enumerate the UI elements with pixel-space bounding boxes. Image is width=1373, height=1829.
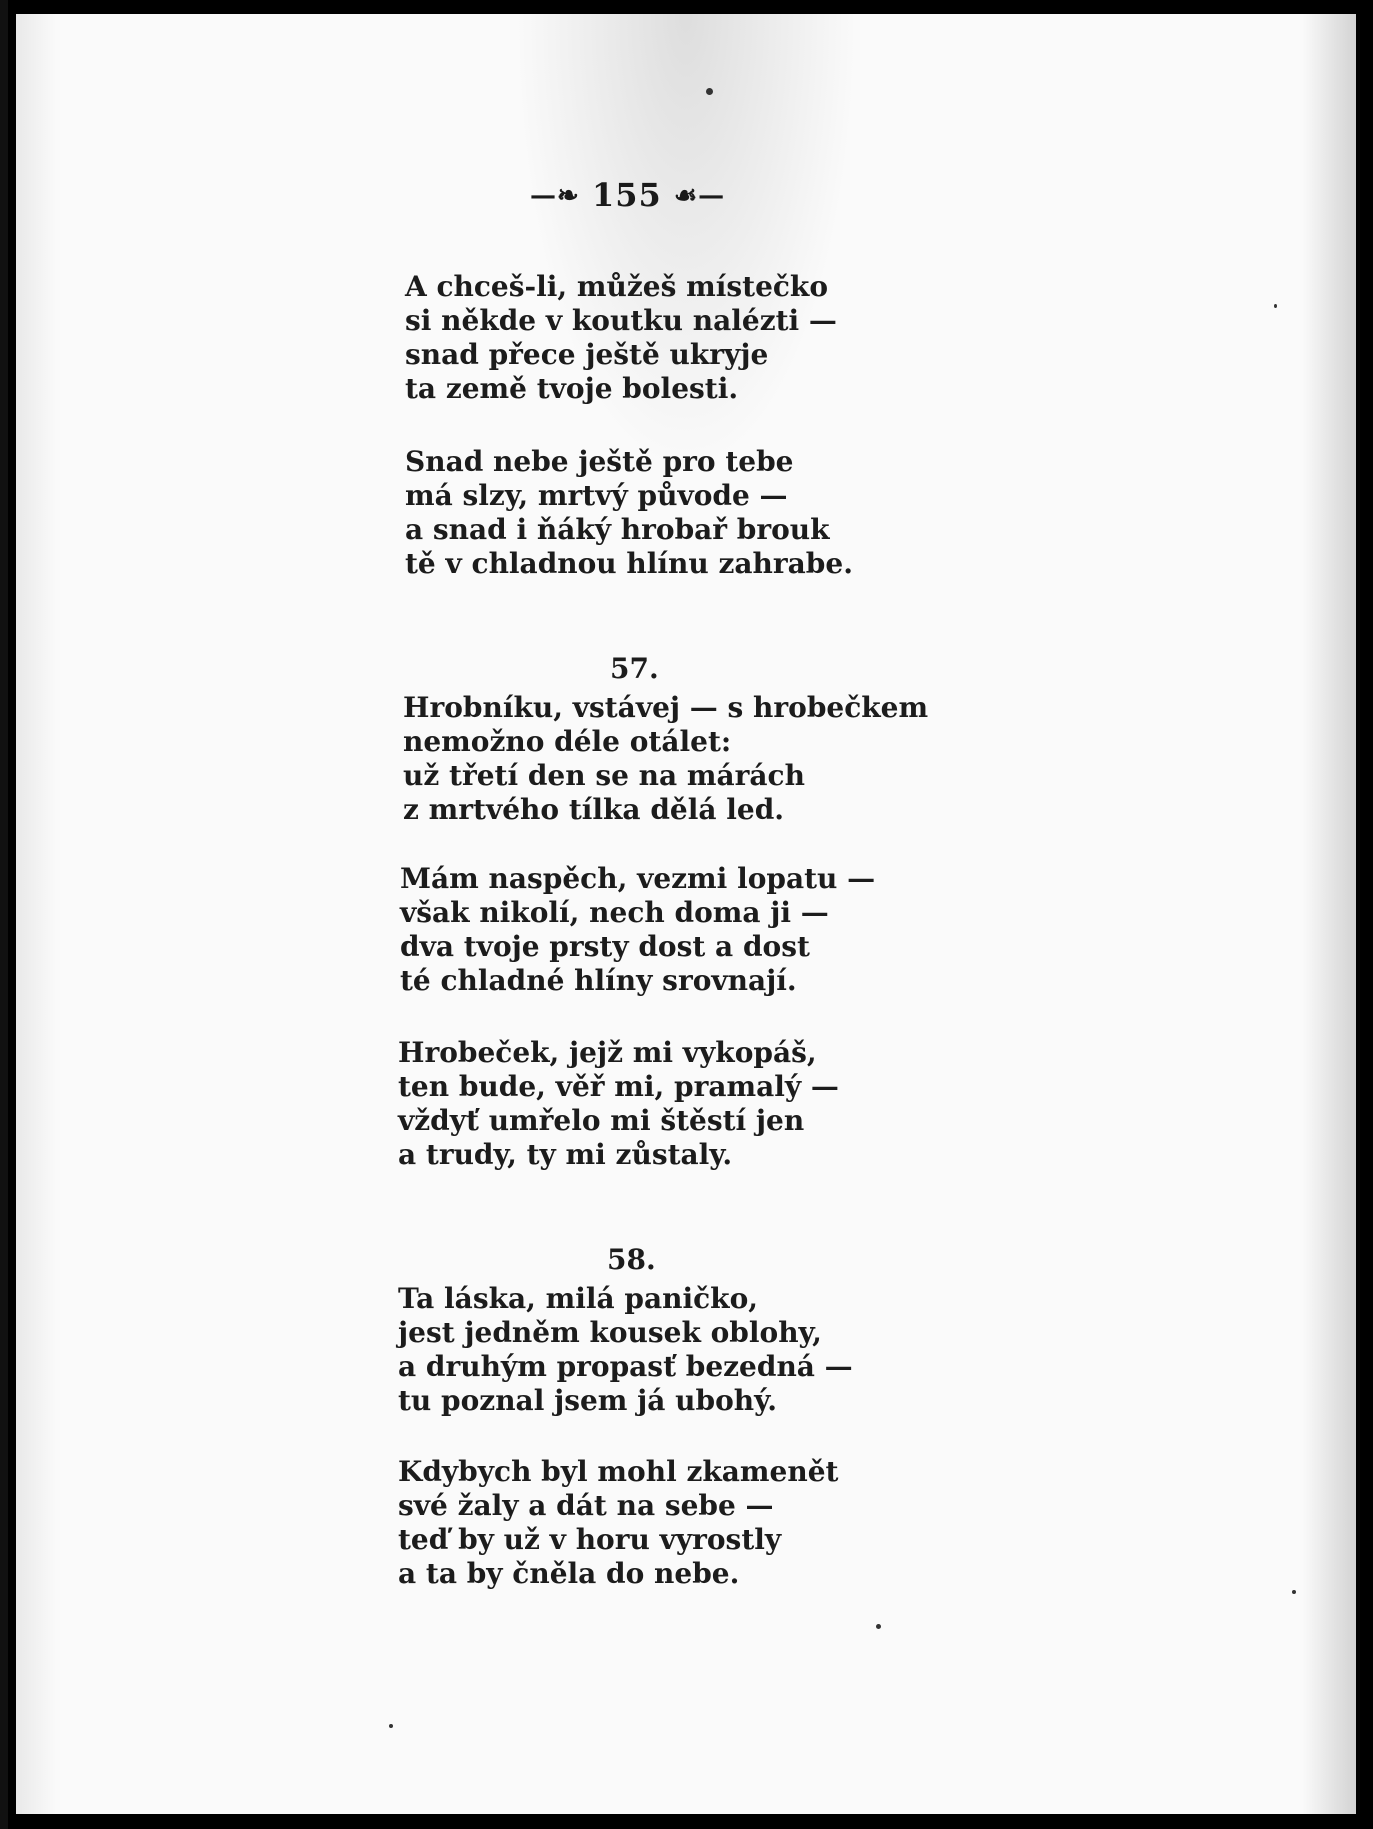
right-ornament: ☙— [673, 181, 726, 211]
verse-line: má slzy, mrtvý původe — [405, 479, 788, 512]
verse-line: tě v chladnou hlínu zahrabe. [405, 547, 853, 580]
stanza [403, 691, 928, 827]
verse-line: teď by už v horu vyrostly [398, 1523, 782, 1556]
verse-line: ten bude, věř mi, pramalý — [398, 1070, 839, 1103]
page-number: 155 [591, 176, 662, 214]
scan-speck [1274, 304, 1277, 308]
left-ornament: —❧ [530, 181, 580, 211]
verse-line: Hrobníku, vstávej — s hrobečkem [403, 691, 929, 724]
poem-number: 58. [607, 1243, 656, 1276]
verse-line: jest jedněm kousek oblohy, [398, 1316, 822, 1349]
verse-line: už třetí den se na márách [403, 759, 805, 792]
verse-line: dva tvoje prsty dost a dost [400, 930, 810, 963]
page-header [530, 176, 725, 214]
verse-line: a snad i ňáký hrobař brouk [405, 513, 830, 546]
verse-line: ta země tvoje bolesti. [405, 372, 739, 405]
verse-line: Ta láska, milá paničko, [398, 1282, 759, 1315]
verse-line: Kdybych byl mohl zkamenět [398, 1455, 839, 1488]
verse-line: té chladné hlíny srovnají. [400, 964, 797, 997]
verse-line: Snad nebe ještě pro tebe [405, 445, 794, 478]
verse-line: tu poznal jsem já ubohý. [398, 1384, 777, 1417]
scan-left-border [0, 0, 8, 1829]
stanza [405, 445, 853, 581]
verse-line: a ta by čněla do nebe. [398, 1557, 740, 1590]
scan-speck [876, 1624, 881, 1629]
stanza [398, 1282, 853, 1418]
verse-line: Hrobeček, jejž mi vykopáš, [398, 1036, 817, 1069]
stanza [398, 1036, 839, 1172]
verse-line: vždyť umřelo mi štěstí jen [398, 1104, 805, 1137]
verse-line: A chceš-li, můžeš místečko [405, 270, 829, 303]
stanza [405, 270, 837, 406]
verse-line: a druhým propasť bezedná — [398, 1350, 853, 1383]
verse-line: si někde v koutku nalézti — [405, 304, 837, 337]
scan-speck [389, 1724, 393, 1728]
scan-speck [1292, 1590, 1296, 1594]
verse-line: Mám naspěch, vezmi lopatu — [400, 862, 876, 895]
stanza [398, 1455, 838, 1591]
verse-line: nemožno déle otálet: [403, 725, 732, 758]
stanza [400, 862, 875, 998]
verse-line: své žaly a dát na sebe — [398, 1489, 774, 1522]
scan-speck [706, 88, 713, 95]
verse-line: však nikolí, nech doma ji — [400, 896, 829, 929]
poem-number: 57. [610, 652, 659, 685]
verse-line: z mrtvého tílka dělá led. [403, 793, 785, 826]
verse-line: snad přece ještě ukryje [405, 338, 769, 371]
verse-line: a trudy, ty mi zůstaly. [398, 1138, 733, 1171]
